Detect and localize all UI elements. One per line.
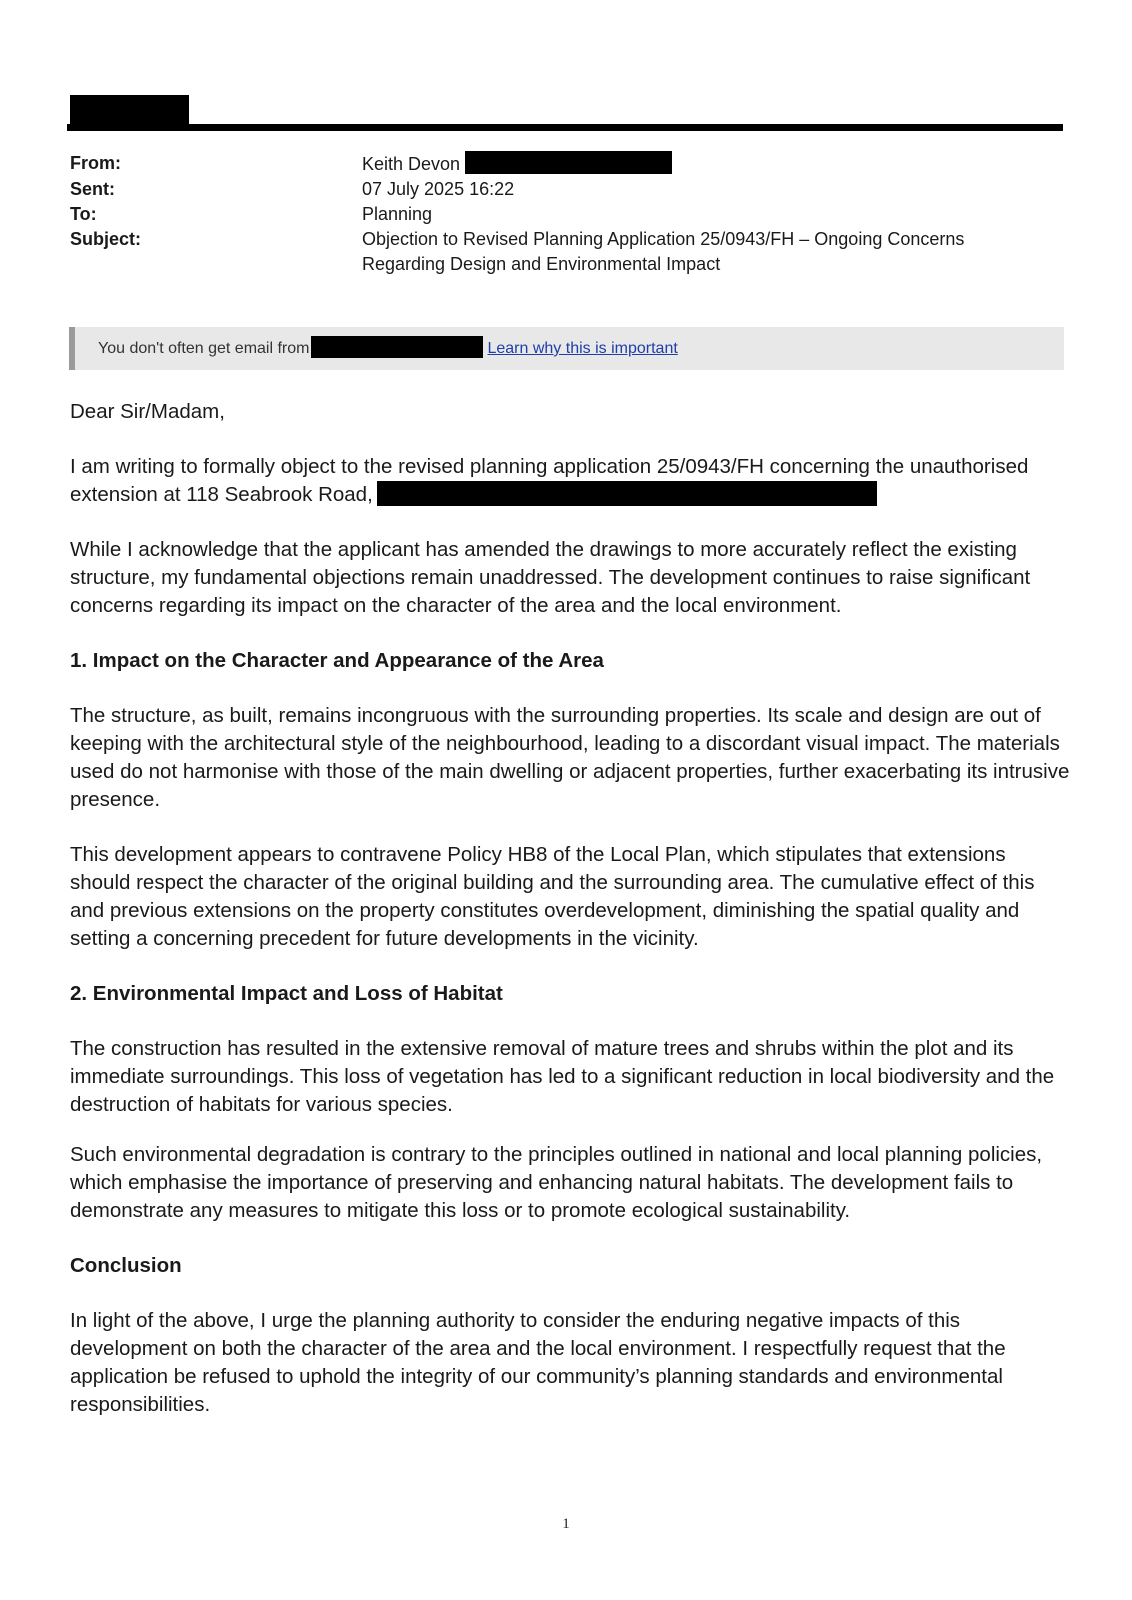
subject-row (70, 227, 1022, 277)
to-value: Planning (362, 204, 433, 224)
paragraph-character-1: The structure, as built, remains incongruous with the surrounding properties. Its scale and design are out of keeping with the architectural style of the neighbourhood, leading to a discordant visual impact. The materials used do not harmonise with those of the main dwelling or adjacent properties, further exacerbating its intrusive presence. (70, 704, 1070, 811)
subject-line-1: Objection to Revised Planning Application 25/0943/FH – Ongoing Concerns (362, 229, 965, 249)
sent-label: Sent: (70, 179, 115, 199)
paragraph-environment-1: The construction has resulted in the extensive removal of mature trees and shrubs within the plot and its immediate surroundings. This loss of vegetation has led to a significant reduction in local biodiversity and the destruction of habitats for various species. (70, 1037, 1055, 1116)
subject-label: Subject: (70, 229, 142, 249)
intro-text: I am writing to formally object to the revised planning application 25/0943/FH concerning the unauthorised extension at 118 Seabrook Road, (70, 455, 1029, 506)
paragraph-acknowledgement: While I acknowledge that the applicant has amended the drawings to more accurately reflect the existing structure, my fundamental objections remain unaddressed. The development continues to raise significant concerns regarding its impact on the character of the area and the local environment. (70, 538, 1031, 617)
from-label: From: (70, 153, 121, 173)
email-headers (70, 151, 1022, 277)
banner-text: You don't often get email from (98, 340, 310, 357)
from-email-redaction (465, 151, 672, 174)
page-number: 1 (562, 1516, 570, 1532)
external-sender-banner (69, 327, 1064, 370)
from-value: Keith Devon (362, 154, 461, 174)
heading-character: 1. Impact on the Character and Appearance of the Area (70, 649, 604, 672)
letter-body (70, 398, 1070, 1419)
header-rule (67, 124, 1063, 131)
address-redaction (377, 481, 877, 506)
banner-email-redaction (311, 336, 483, 358)
to-label: To: (70, 204, 97, 224)
subject-line-2: Regarding Design and Environmental Impact (362, 254, 721, 274)
sent-row (70, 177, 1022, 202)
header-redaction-tab (70, 95, 189, 125)
heading-environment: 2. Environmental Impact and Loss of Habitat (70, 982, 503, 1005)
sent-value: 07 July 2025 16:22 (362, 179, 515, 199)
intro-paragraph (70, 453, 1070, 509)
paragraph-environment-2: Such environmental degradation is contrary to the principles outlined in national and local planning policies, which emphasise the importance of preserving and enhancing natural habitats. The development fails to demonstrate any measures to mitigate this loss or to promote ecological sustainability. (70, 1143, 1043, 1222)
salutation: Dear Sir/Madam, (70, 400, 225, 423)
paragraph-conclusion: In light of the above, I urge the planning authority to consider the enduring negative impacts of this development on both the character of the area and the local environment. I respectfully request that the application be refused to uphold the integrity of our community’s planning standards and environmental responsibilities. (70, 1309, 1006, 1416)
paragraph-character-2: This development appears to contravene Policy HB8 of the Local Plan, which stipulates that extensions should respect the character of the original building and the surrounding area. The cumulative effect of this and previous extensions on the property constitutes overdevelopment, diminishing the spatial quality and setting a concerning precedent for future developments in the vicinity. (70, 843, 1035, 950)
learn-why-link[interactable]: Learn why this is important (487, 340, 678, 357)
heading-conclusion: Conclusion (70, 1254, 182, 1277)
to-row (70, 202, 1022, 227)
from-row (70, 151, 1022, 177)
